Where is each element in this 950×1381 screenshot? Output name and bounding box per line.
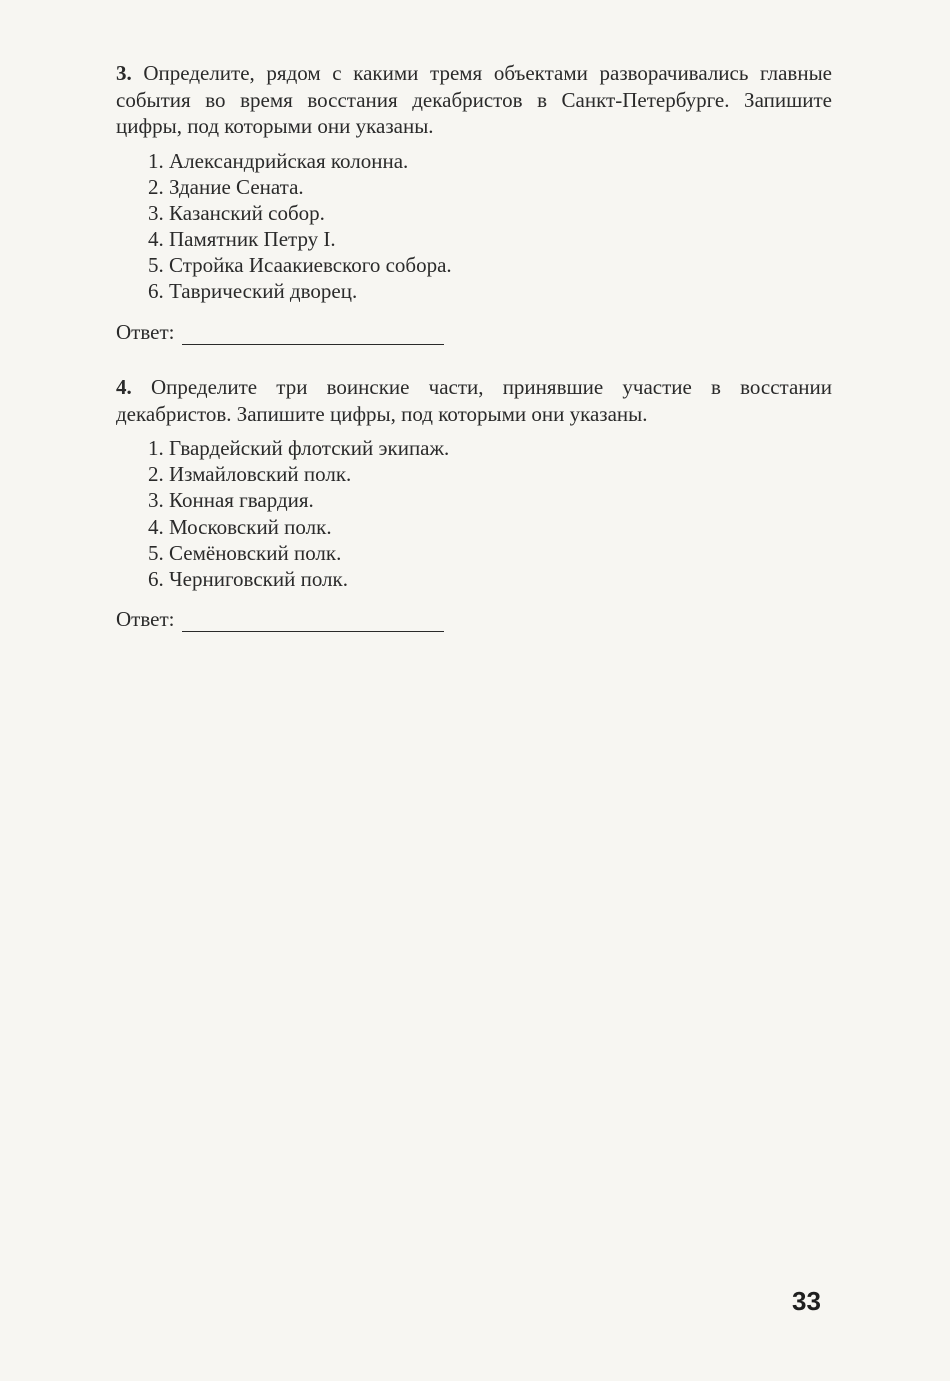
answer-blank[interactable] — [182, 324, 444, 345]
option-item: 2. Здание Сената. — [148, 174, 304, 199]
option-item: 2. Измайловский полк. — [148, 462, 352, 487]
question-number: 4. — [116, 375, 132, 399]
answer-row — [116, 319, 832, 345]
option-item: 5. Стройка Исаакиевского собора. — [148, 253, 452, 278]
options-list — [148, 435, 832, 592]
option-item: 6. Черниговский полк. — [148, 566, 348, 591]
option-item: 6. Таврический дворец. — [148, 279, 358, 304]
answer-row — [116, 606, 832, 632]
question-text: Определите, рядом с какими тремя объектами разворачивались главные события во время восстания декабристов в Санкт-Петербурге. Запишите цифры, под которыми они указаны. — [116, 61, 832, 138]
option-item: 1. Гвардейский флотский экипаж. — [148, 436, 450, 460]
question-number: 3. — [116, 61, 132, 85]
answer-label: Ответ: — [116, 319, 175, 344]
answer-blank[interactable] — [182, 611, 444, 632]
question-text: Определите три воинские части, принявшие участие в восстании декабристов. Запишите цифры, под которыми они указаны. — [116, 375, 833, 426]
option-item: 1. Александрийская колонна. — [148, 148, 409, 173]
question-prompt — [116, 60, 832, 140]
option-item: 3. Конная гвардия. — [148, 488, 314, 513]
page-number: 33 — [792, 1286, 821, 1316]
option-item: 4. Московский полк. — [148, 514, 332, 539]
option-item: 3. Казанский собор. — [148, 200, 325, 225]
answer-label: Ответ: — [116, 607, 175, 632]
options-list — [148, 148, 832, 305]
question-3 — [116, 60, 832, 345]
option-item: 4. Памятник Петру I. — [148, 227, 336, 252]
option-item: 5. Семёновский полк. — [148, 540, 342, 565]
question-4 — [116, 374, 832, 632]
question-prompt — [116, 374, 832, 427]
